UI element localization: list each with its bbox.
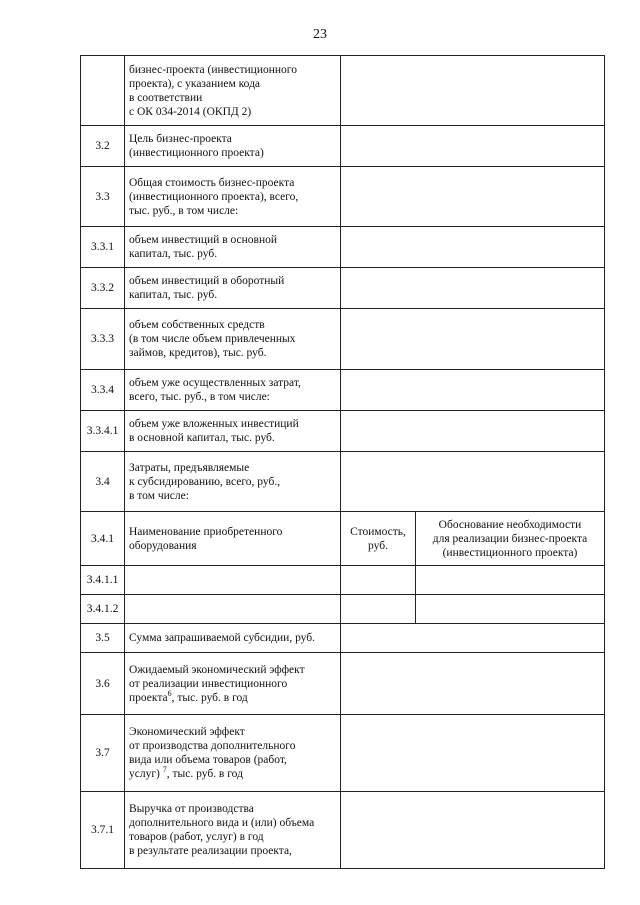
row-number-text: 3.5	[95, 632, 110, 644]
row-number	[81, 370, 125, 411]
row-number	[81, 452, 125, 512]
row-label-line: займов, кредитов), тыс. руб.	[129, 347, 267, 359]
row-value-cell[interactable]	[341, 126, 605, 167]
row-label-line: в соответствии	[129, 91, 203, 104]
row-label-line: Сумма запрашиваемой субсидии, руб.	[129, 632, 315, 644]
row-label-line: в основной капитал, тыс. руб.	[129, 432, 275, 444]
row-label-line: Затраты, предъявляемые	[129, 461, 250, 474]
row-label-line: в том числе:	[129, 489, 189, 502]
row-label-line: Ожидаемый экономический эффект	[129, 663, 305, 676]
row-label-line: (в том числе объем привлеченных	[129, 333, 296, 345]
row-label-line: услуг)	[129, 768, 163, 780]
table-row	[81, 411, 605, 452]
row-value-cell[interactable]	[341, 653, 605, 715]
row-number-text: 3.3.4	[91, 384, 114, 396]
equipment-justification-header	[416, 512, 605, 566]
footnote-marker: 6	[167, 688, 172, 698]
row-label-line: объем инвестиций в основной	[129, 234, 278, 246]
row-label	[125, 309, 341, 370]
row-label	[125, 268, 341, 309]
row-label	[125, 715, 341, 792]
row-value-cell[interactable]	[341, 715, 605, 792]
row-number-text: 3.6	[95, 677, 110, 690]
row-number	[81, 268, 125, 309]
table-row	[81, 309, 605, 370]
row-number	[81, 624, 125, 653]
equipment-justification-cell[interactable]	[416, 566, 605, 595]
table-row	[81, 56, 605, 126]
row-label	[125, 452, 341, 512]
row-label-line: капитал, тыс. руб.	[129, 289, 218, 301]
row-number	[81, 56, 125, 126]
equipment-justification-header-line: (инвестиционного проекта)	[442, 546, 578, 559]
row-label-line: объем инвестиций в оборотный	[129, 275, 285, 287]
table-row	[81, 452, 605, 512]
table-row	[81, 167, 605, 227]
row-label-line: вида или объема товаров (работ,	[129, 754, 287, 766]
row-label-line: , тыс. руб. в год	[166, 768, 243, 780]
row-number	[81, 227, 125, 268]
equipment-cost-cell[interactable]	[341, 595, 416, 624]
row-number-text: 3.3.3	[91, 333, 114, 345]
row-label-line: от реализации инвестиционного	[129, 677, 288, 690]
row-label-line: Экономический эффект	[129, 726, 245, 738]
row-number	[81, 566, 125, 595]
row-label-line: тыс. руб., в том числе:	[129, 204, 239, 217]
row-value-cell[interactable]	[341, 167, 605, 227]
row-label-line: в результате реализации проекта,	[129, 845, 292, 857]
row-number-text: 3.3	[95, 190, 110, 203]
row-number-text: 3.4.1.2	[86, 603, 119, 615]
row-number	[81, 792, 125, 869]
equipment-name-cell[interactable]	[125, 566, 341, 595]
row-value-cell[interactable]	[341, 792, 605, 869]
row-label-line: товаров (работ, услуг) в год	[129, 831, 264, 843]
row-label	[125, 792, 341, 869]
equipment-row	[81, 595, 605, 624]
equipment-cost-header-line: руб.	[368, 539, 388, 552]
table-row	[81, 653, 605, 715]
row-label	[125, 126, 341, 167]
table-row	[81, 370, 605, 411]
equipment-name-header	[125, 512, 341, 566]
equipment-justification-header-line: для реализации бизнес-проекта	[432, 532, 588, 545]
row-label	[125, 624, 341, 653]
row-number	[81, 595, 125, 624]
row-number-text: 3.4.1.1	[86, 574, 119, 586]
row-number-text: 3.2	[95, 140, 110, 152]
row-label-line: Общая стоимость бизнес-проекта	[129, 176, 295, 189]
row-value-cell[interactable]	[341, 309, 605, 370]
row-label-line: , тыс. руб. в год	[171, 691, 248, 704]
table-row	[81, 268, 605, 309]
row-label-line: объем уже осуществленных затрат,	[129, 377, 301, 389]
equipment-name-header-line: оборудования	[129, 539, 197, 552]
table-row	[81, 792, 605, 869]
row-label	[125, 167, 341, 227]
equipment-row	[81, 566, 605, 595]
row-value-cell[interactable]	[341, 268, 605, 309]
row-value-cell[interactable]	[341, 56, 605, 126]
equipment-cost-header	[341, 512, 416, 566]
footnote-marker: 7	[162, 765, 167, 775]
row-label-line: объем собственных средств	[129, 319, 265, 331]
row-label-line: всего, тыс. руб., в том числе:	[129, 391, 270, 403]
table-row	[81, 624, 605, 653]
row-number-text: 3.4	[95, 475, 110, 488]
equipment-justification-cell[interactable]	[416, 595, 605, 624]
row-label-line: с ОК 034-2014 (ОКПД 2)	[129, 105, 252, 118]
row-label	[125, 370, 341, 411]
row-number	[81, 126, 125, 167]
row-value-cell[interactable]	[341, 370, 605, 411]
equipment-name-cell[interactable]	[125, 595, 341, 624]
row-value-cell[interactable]	[341, 227, 605, 268]
equipment-cost-cell[interactable]	[341, 566, 416, 595]
equipment-name-header-line: Наименование приобретенного	[129, 525, 283, 538]
row-value-cell[interactable]	[341, 411, 605, 452]
row-label	[125, 411, 341, 452]
row-label	[125, 56, 341, 126]
row-label-line: (инвестиционного проекта)	[129, 147, 264, 159]
equipment-header-row	[81, 512, 605, 566]
row-number	[81, 411, 125, 452]
equipment-cost-header-line: Стоимость,	[350, 525, 406, 538]
row-value-cell[interactable]	[341, 452, 605, 512]
row-label-line: к субсидированию, всего, руб.,	[129, 475, 281, 488]
page-number: 23	[313, 27, 327, 42]
row-value-cell[interactable]	[341, 624, 605, 653]
row-label-line: от производства дополнительного	[129, 740, 296, 752]
table-row	[81, 715, 605, 792]
row-label-line: Цель бизнес-проекта	[129, 133, 232, 145]
row-number	[81, 715, 125, 792]
row-number	[81, 653, 125, 715]
row-number-text: 3.7.1	[91, 824, 114, 836]
table-row	[81, 126, 605, 167]
equipment-justification-header-line: Обоснование необходимости	[438, 518, 582, 531]
row-number	[81, 309, 125, 370]
row-label-line: капитал, тыс. руб.	[129, 248, 218, 260]
row-label-line: проекта	[129, 691, 168, 704]
row-label-line: Выручка от производства	[129, 803, 254, 815]
row-label-line: проекта), с указанием кода	[129, 77, 261, 90]
row-number-text: 3.3.2	[91, 282, 114, 294]
application-form-table	[80, 55, 605, 869]
row-number	[81, 167, 125, 227]
row-label	[125, 227, 341, 268]
row-number	[81, 512, 125, 566]
row-label-line: бизнес-проекта (инвестиционного	[129, 63, 297, 76]
row-number-text: 3.3.4.1	[86, 425, 119, 437]
row-label-line: (инвестиционного проекта), всего,	[129, 190, 299, 203]
row-number-text: 3.3.1	[91, 241, 114, 253]
row-label-line: объем уже вложенных инвестиций	[129, 418, 299, 430]
row-label-line: дополнительного вида и (или) объема	[129, 817, 315, 829]
row-number-text: 3.4.1	[91, 532, 114, 545]
row-label	[125, 653, 341, 715]
table-row	[81, 227, 605, 268]
row-number-text: 3.7	[95, 747, 110, 759]
